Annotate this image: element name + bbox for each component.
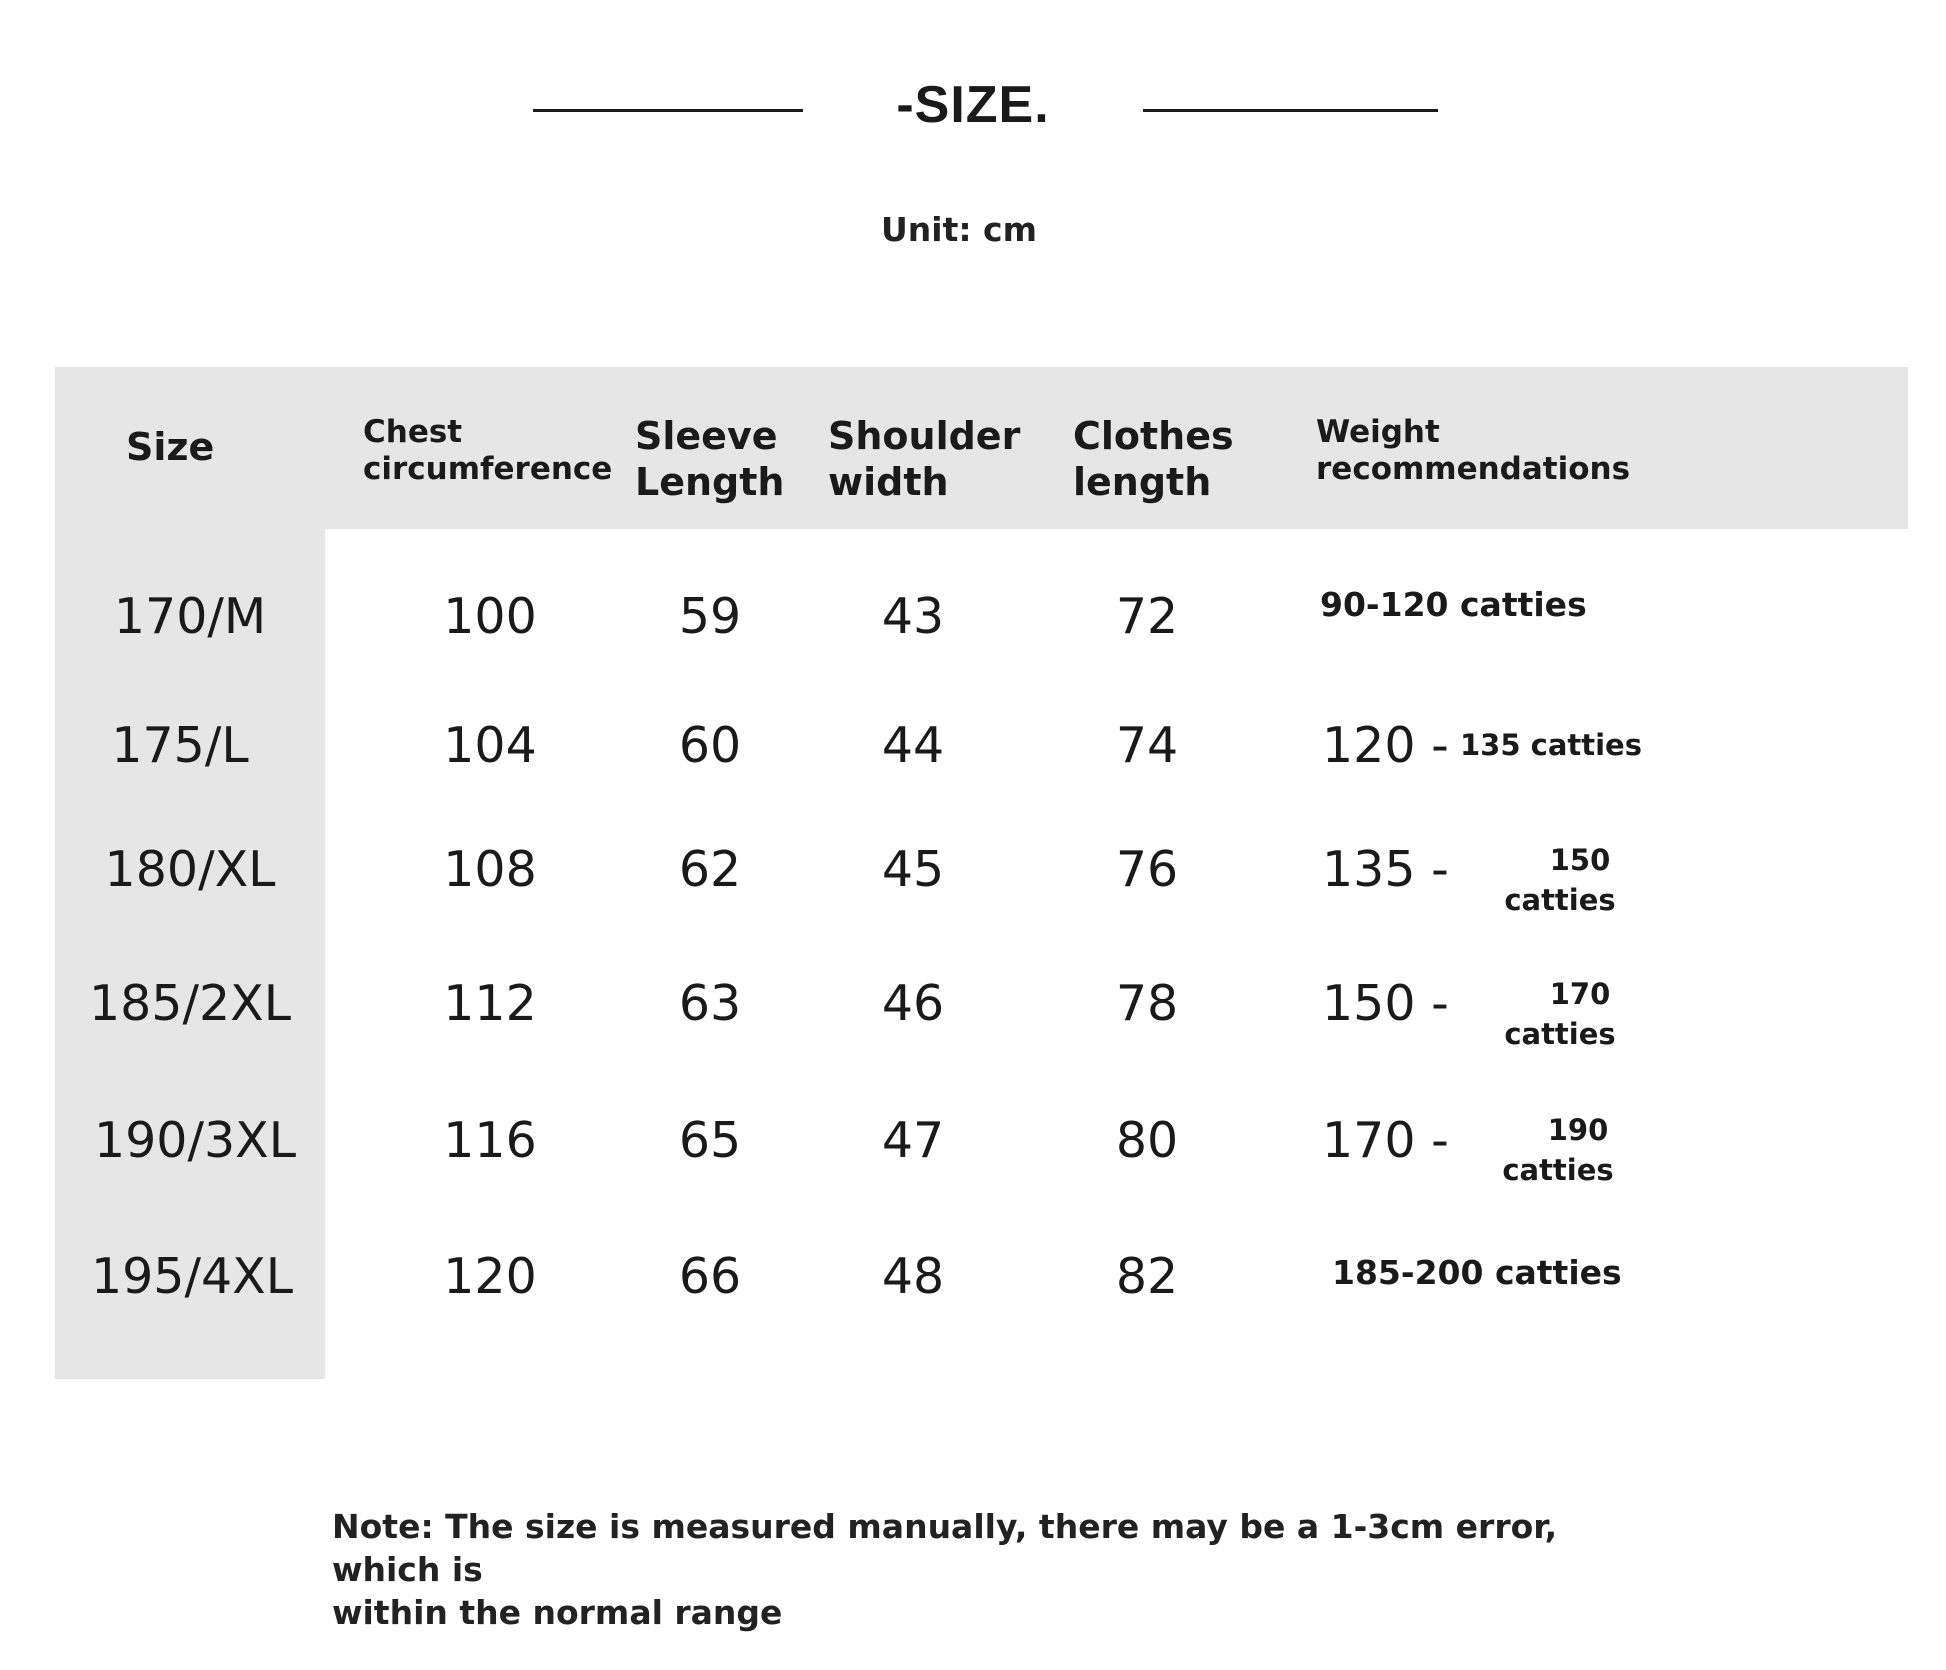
header-sleeve <box>635 414 784 505</box>
header-shoulder-line2: width <box>828 459 949 504</box>
header-chest <box>363 414 612 488</box>
header-sleeve-line1: Sleeve <box>635 414 778 458</box>
table-cell-sleeve: 63 <box>678 975 742 1032</box>
unit-label: Unit: cm <box>880 210 1037 249</box>
note-line2: within the normal range <box>332 1593 783 1632</box>
title-rule-left <box>533 109 803 112</box>
table-cell-clothes: 72 <box>1115 588 1179 645</box>
weight-unit: catties <box>1502 1153 1614 1187</box>
table-cell-clothes: 80 <box>1115 1112 1179 1169</box>
table-cell-weight-lead: 150 - <box>1322 975 1449 1032</box>
header-weight-line2: recommendations <box>1316 451 1631 488</box>
table-cell-sleeve: 65 <box>678 1112 742 1169</box>
header-weight-line1: Weight <box>1316 414 1440 450</box>
table-cell-weight: 90-120 catties <box>1320 585 1587 624</box>
header-chest-line2: circumference <box>363 451 613 488</box>
table-cell-sleeve: 62 <box>678 841 742 898</box>
table-cell-size: 190/3XL <box>93 1112 297 1169</box>
title-rule-right <box>1143 109 1438 112</box>
note-line1: Note: The size is measured manually, there may be a 1-3cm error, which is <box>332 1507 1558 1589</box>
header-chest-line1: Chest <box>363 414 463 450</box>
header-weight <box>1316 414 1630 488</box>
weight-upper-value: 190 <box>1547 1113 1609 1147</box>
table-cell-clothes: 78 <box>1115 975 1179 1032</box>
table-cell-clothes: 82 <box>1115 1248 1179 1305</box>
header-clothes-line2: length <box>1073 459 1212 504</box>
weight-upper-value: 170 <box>1549 977 1611 1011</box>
table-cell-weight-lead: 120 - <box>1322 717 1449 774</box>
table-cell-weight-range <box>1493 1110 1623 1190</box>
table-cell-sleeve: 66 <box>678 1248 742 1305</box>
table-cell-size: 170/M <box>113 588 267 645</box>
weight-unit: catties <box>1504 1017 1616 1051</box>
table-cell-chest: 104 <box>443 717 537 774</box>
header-size: Size <box>126 425 215 469</box>
header-shoulder-line1: Shoulder <box>828 414 1021 458</box>
header-clothes <box>1073 414 1234 505</box>
table-cell-clothes: 76 <box>1115 841 1179 898</box>
table-cell-weight-range <box>1495 974 1625 1054</box>
header-shoulder <box>828 414 1020 505</box>
table-cell-chest: 100 <box>443 588 537 645</box>
table-cell-chest: 116 <box>443 1112 537 1169</box>
measurement-note <box>332 1505 1662 1634</box>
table-cell-weight: 185-200 catties <box>1332 1253 1622 1292</box>
table-cell-clothes: 74 <box>1115 717 1179 774</box>
table-cell-weight-range <box>1495 840 1625 920</box>
table-cell-shoulder: 43 <box>881 588 945 645</box>
table-cell-shoulder: 48 <box>881 1248 945 1305</box>
table-cell-chest: 108 <box>443 841 537 898</box>
header-clothes-line1: Clothes <box>1073 414 1234 458</box>
table-cell-shoulder: 44 <box>881 717 945 774</box>
header-sleeve-line2: Length <box>635 459 785 504</box>
table-cell-shoulder: 47 <box>881 1112 945 1169</box>
table-cell-sleeve: 60 <box>678 717 742 774</box>
table-cell-size: 195/4XL <box>90 1248 294 1305</box>
page-title: -SIZE. <box>803 70 1143 140</box>
table-cell-weight-tail: 135 catties <box>1460 728 1642 762</box>
table-cell-weight-lead: 135 - <box>1322 841 1449 898</box>
table-cell-size: 185/2XL <box>88 975 292 1032</box>
table-cell-chest: 112 <box>443 975 537 1032</box>
table-cell-chest: 120 <box>443 1248 537 1305</box>
table-cell-shoulder: 45 <box>881 841 945 898</box>
weight-upper-value: 150 <box>1549 843 1611 877</box>
table-cell-weight-lead: 170 - <box>1322 1112 1449 1169</box>
weight-unit: catties <box>1504 883 1616 917</box>
table-cell-size: 175/L <box>111 717 249 774</box>
table-cell-size: 180/XL <box>104 841 276 898</box>
table-cell-shoulder: 46 <box>881 975 945 1032</box>
table-cell-sleeve: 59 <box>678 588 742 645</box>
